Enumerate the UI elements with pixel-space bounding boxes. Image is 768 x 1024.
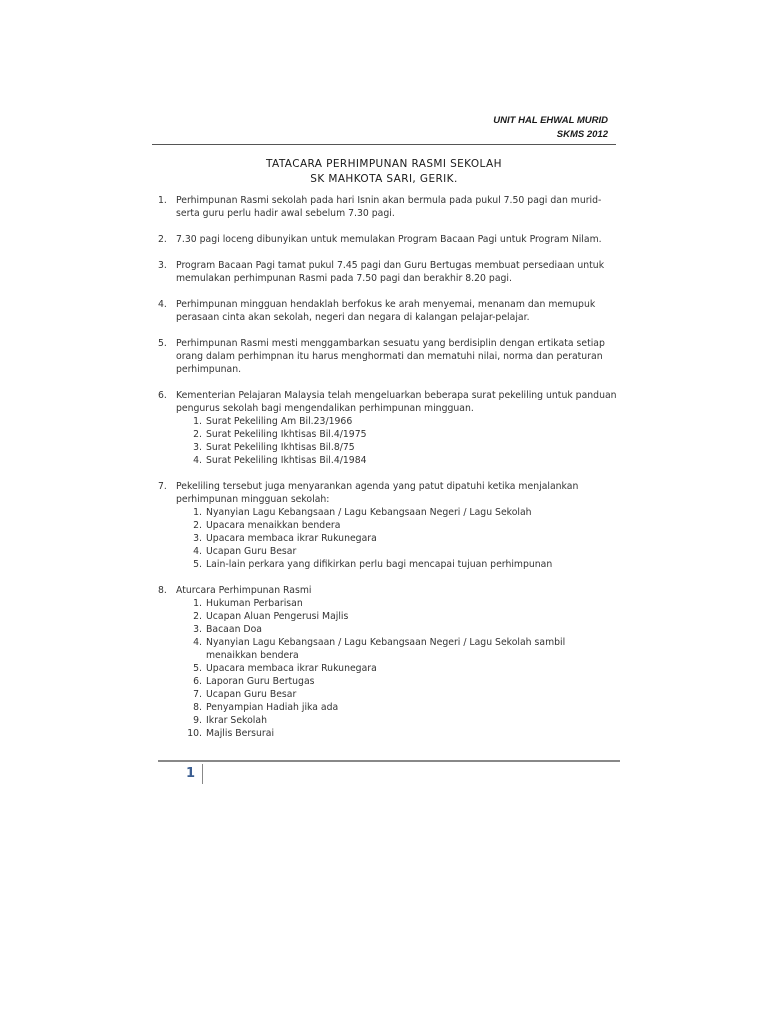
list-item-number: 4. — [158, 299, 167, 310]
header-unit: UNIT HAL EHWAL MURID — [493, 115, 608, 126]
sub-list-item-number: 4. — [193, 546, 202, 557]
list-item-text: Perhimpunan Rasmi mesti menggambarkan sesuatu yang berdisiplin dengan ertikata setiap orang dalam perhimpnan itu harus menghormati dan mematuhi nilai, norma dan peraturan perhimpunan. — [176, 338, 605, 375]
sub-list-item — [176, 701, 618, 714]
sub-list-item-number: 6. — [193, 676, 202, 687]
sub-list-item — [176, 545, 618, 558]
list-item-text: Pekeliling tersebut juga menyarankan agenda yang patut dipatuhi ketika menjalankan perhimpunan mingguan sekolah: — [176, 481, 579, 505]
sub-list-item-number: 8. — [193, 702, 202, 713]
sub-list-item — [176, 662, 618, 675]
list-item — [158, 233, 618, 246]
sub-list-item-text: Surat Pekeliling Am Bil.23/1966 — [206, 416, 353, 427]
sub-list-item — [176, 558, 618, 571]
sub-list-item — [176, 636, 618, 662]
sub-list-item-number: 5. — [193, 559, 202, 570]
sub-list-item — [176, 519, 618, 532]
sub-list-item — [176, 454, 618, 467]
sub-list-item — [176, 623, 618, 636]
sub-list-item — [176, 675, 618, 688]
list-item — [158, 584, 618, 740]
sub-list-item-text: Ucapan Aluan Pengerusi Majlis — [206, 611, 349, 622]
document-header — [493, 114, 608, 142]
sub-list-item-number: 5. — [193, 663, 202, 674]
sub-list-item-text: Upacara membaca ikrar Rukunegara — [206, 533, 377, 544]
list-item-number: 8. — [158, 585, 167, 596]
sub-list-item-text: Surat Pekeliling Ikhtisas Bil.8/75 — [206, 442, 355, 453]
sub-list-item-number: 3. — [193, 624, 202, 635]
header-divider — [152, 144, 616, 145]
sub-list-item-text: Lain-lain perkara yang difikirkan perlu bagi mencapai tujuan perhimpunan — [206, 559, 553, 570]
sub-list-item-text: Surat Pekeliling Ikhtisas Bil.4/1975 — [206, 429, 367, 440]
sub-list-item-number: 9. — [193, 715, 202, 726]
list-item-number: 1. — [158, 195, 167, 206]
sub-list-item-number: 1. — [193, 507, 202, 518]
sub-list-item-number: 3. — [193, 533, 202, 544]
sub-list-item-number: 3. — [193, 442, 202, 453]
sub-list-item — [176, 441, 618, 454]
sub-list-item-text: Nyanyian Lagu Kebangsaan / Lagu Kebangsaan Negeri / Lagu Sekolah — [206, 507, 532, 518]
list-item-text: 7.30 pagi loceng dibunyikan untuk memulakan Program Bacaan Pagi untuk Program Nilam. — [176, 234, 602, 245]
page-number: 1 — [186, 764, 203, 784]
sub-list-item — [176, 415, 618, 428]
sub-list-item-number: 2. — [193, 429, 202, 440]
list-item-number: 2. — [158, 234, 167, 245]
sub-list-item-text: Ucapan Guru Besar — [206, 689, 297, 700]
sub-list-item — [176, 727, 618, 740]
list-item-number: 5. — [158, 338, 167, 349]
list-item — [158, 480, 618, 571]
list-item — [158, 259, 618, 285]
sub-list-item — [176, 714, 618, 727]
sub-list-item-text: Majlis Bersurai — [206, 728, 275, 739]
sub-list-item-number: 2. — [193, 611, 202, 622]
sub-list — [176, 506, 618, 571]
procedure-list — [158, 194, 618, 753]
list-item-number: 3. — [158, 260, 167, 271]
sub-list-item — [176, 688, 618, 701]
sub-list-item-text: Nyanyian Lagu Kebangsaan / Lagu Kebangsaan Negeri / Lagu Sekolah sambil menaikkan bendera — [206, 637, 566, 661]
list-item — [158, 194, 618, 220]
list-item-number: 7. — [158, 481, 167, 492]
sub-list-item — [176, 610, 618, 623]
list-item-text: Program Bacaan Pagi tamat pukul 7.45 pagi dan Guru Bertugas membuat persediaan untuk memulakan perhimpunan Rasmi pada 7.50 pagi dan berakhir 8.20 pagi. — [176, 260, 605, 284]
sub-list — [176, 597, 618, 740]
sub-list-item-text: Hukuman Perbarisan — [206, 598, 303, 609]
sub-list-item-number: 1. — [193, 598, 202, 609]
sub-list-item-text: Laporan Guru Bertugas — [206, 676, 315, 687]
sub-list-item-text: Penyampian Hadiah jika ada — [206, 702, 339, 713]
sub-list-item-number: 1. — [193, 416, 202, 427]
list-item-number: 6. — [158, 390, 167, 401]
sub-list-item — [176, 428, 618, 441]
list-item — [158, 389, 618, 467]
sub-list-item — [176, 597, 618, 610]
sub-list-item-number: 2. — [193, 520, 202, 531]
document-title — [152, 157, 616, 187]
footer-divider — [158, 760, 620, 762]
header-year-code: SKMS 2012 — [556, 129, 608, 140]
list-item-text: Perhimpunan Rasmi sekolah pada hari Isnin akan bermula pada pukul 7.50 pagi dan murid-serta guru perlu hadir awal sebelum 7.30 pagi. — [176, 195, 602, 219]
sub-list-item-text: Ikrar Sekolah — [206, 715, 267, 726]
sub-list-item-text: Upacara menaikkan bendera — [206, 520, 341, 531]
title-line-1: TATACARA PERHIMPUNAN RASMI SEKOLAH — [266, 158, 502, 170]
list-item — [158, 337, 618, 376]
title-line-2: SK MAHKOTA SARI, GERIK. — [310, 173, 458, 185]
sub-list-item-number: 10. — [187, 728, 202, 739]
sub-list-item-text: Surat Pekeliling Ikhtisas Bil.4/1984 — [206, 455, 367, 466]
sub-list-item-number: 7. — [193, 689, 202, 700]
list-item-text: Aturcara Perhimpunan Rasmi — [176, 585, 312, 596]
sub-list-item-text: Ucapan Guru Besar — [206, 546, 297, 557]
sub-list-item-number: 4. — [193, 637, 202, 648]
sub-list-item-text: Bacaan Doa — [206, 624, 262, 635]
sub-list-item-text: Upacara membaca ikrar Rukunegara — [206, 663, 377, 674]
sub-list-item — [176, 506, 618, 519]
sub-list-item-number: 4. — [193, 455, 202, 466]
sub-list — [176, 415, 618, 467]
list-item-text: Perhimpunan mingguan hendaklah berfokus ke arah menyemai, menanam dan memupuk perasaan cinta akan sekolah, negeri dan negara di kalangan pelajar-pelajar. — [176, 299, 596, 323]
list-item — [158, 298, 618, 324]
sub-list-item — [176, 532, 618, 545]
list-item-text: Kementerian Pelajaran Malaysia telah mengeluarkan beberapa surat pekeliling untuk panduan pengurus sekolah bagi mengendalikan perhimpunan mingguan. — [176, 390, 617, 414]
